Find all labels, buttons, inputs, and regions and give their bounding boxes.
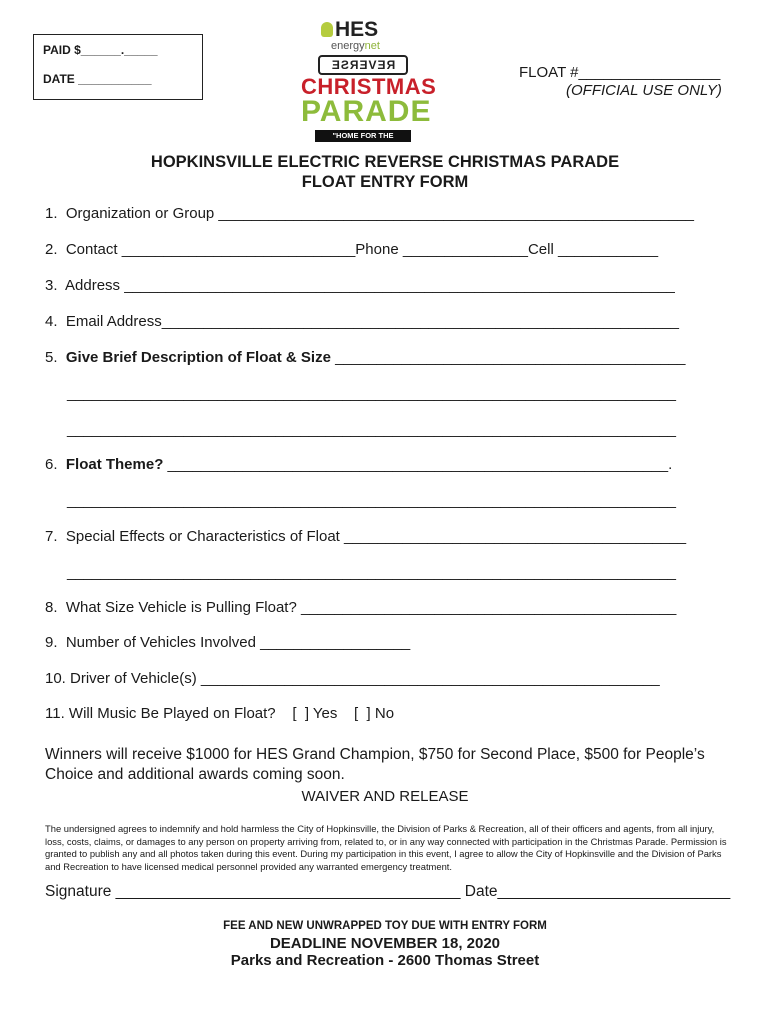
winners-note-line-2: Choice and additional awards coming soon.	[45, 766, 345, 783]
hes-reverse-christmas-parade-logo	[295, 14, 437, 152]
q5-label: Give Brief Description of Float & Size	[65, 349, 331, 366]
logo-brand: HES	[335, 18, 379, 41]
fee-note: FEE AND NEW UNWRAPPED TOY DUE WITH ENTRY FORM	[223, 920, 547, 932]
contact-phone-cell-field[interactable]: 2. Contact ____________________________Phone _______________Cell ____________	[45, 241, 659, 258]
q5-line: __________________________________________	[330, 349, 686, 366]
date-field[interactable]: DATE ___________	[43, 72, 152, 86]
logo-reverse: REVERSE	[318, 55, 408, 75]
logo-energynet	[331, 40, 380, 52]
float-description-line-2[interactable]: _________________________________________________________________________	[67, 385, 676, 402]
float-number-field[interactable]: FLOAT #_________________	[519, 64, 721, 81]
organization-field[interactable]: 1. Organization or Group _________________________________________________________	[45, 205, 694, 222]
vehicle-size-field[interactable]: 8. What Size Vehicle is Pulling Float? _____________________________________________	[45, 599, 677, 616]
paid-field[interactable]: PAID $______._____	[43, 43, 158, 57]
waiver-text: The undersigned agrees to indemnify and hold harmless the City of Hopkinsville, the Division of Parks & Recreation, all of their officers and agents, from all injury, loss, costs, claims, or damages to any person on property arriving from, related to, or in any way connected with participation in the Christmas Parade. Permission is granted to publish any and all photos taken during this event. During my participation in this event, I agree to allow the City of Hopkinsville and the Division of Parks and Recreation to have licensed medical personnel provided any warranted emergency treatment.	[45, 823, 727, 872]
float-theme-field[interactable]	[45, 456, 672, 473]
q6-line: ____________________________________________________________.	[163, 456, 673, 473]
driver-field[interactable]: 10. Driver of Vehicle(s) _______________________________________________________	[45, 670, 660, 687]
logo-energy-text: energy	[331, 40, 365, 52]
float-description-line-3[interactable]: _________________________________________________________________________	[67, 421, 676, 438]
vehicle-count-field[interactable]: 9. Number of Vehicles Involved __________________	[45, 634, 411, 651]
logo-tagline: "HOME FOR THE HOLIDAYS"	[315, 130, 411, 142]
q6-number: 6.	[45, 456, 66, 473]
deadline: DEADLINE NOVEMBER 18, 2020	[269, 935, 501, 952]
official-payment-box	[33, 34, 203, 100]
q6-label: Float Theme?	[65, 456, 164, 473]
email-field[interactable]: 4. Email Address______________________________________________________________	[45, 313, 679, 330]
logo-parade: PARADE	[301, 95, 432, 128]
form-subtitle: FLOAT ENTRY FORM	[301, 173, 469, 191]
q5-number: 5.	[45, 349, 66, 366]
special-effects-field[interactable]: 7. Special Effects or Characteristics of Float _________________________________________	[45, 528, 687, 545]
official-use-note: (OFFICIAL USE ONLY)	[566, 82, 722, 99]
logo-net-text: net	[364, 40, 380, 52]
special-effects-line-2[interactable]: _________________________________________________________________________	[67, 564, 676, 581]
lightbulb-icon	[321, 22, 333, 37]
waiver-title: WAIVER AND RELEASE	[301, 788, 469, 805]
signature-date-field[interactable]: Signature ________________________________________ Date___________________________	[45, 883, 731, 900]
float-theme-line-2[interactable]: _________________________________________________________________________	[67, 492, 676, 509]
location: Parks and Recreation - 2600 Thomas Street	[230, 952, 540, 969]
form-title: HOPKINSVILLE ELECTRIC REVERSE CHRISTMAS PARADE	[150, 153, 620, 171]
music-question[interactable]: 11. Will Music Be Played on Float? [ ] Yes [ ] No	[45, 705, 395, 722]
float-description-field[interactable]	[45, 349, 685, 366]
logo-christmas: CHRISTMAS	[301, 74, 437, 99]
winners-note-line-1: Winners will receive $1000 for HES Grand Champion, $750 for Second Place, $500 for People’s	[45, 746, 705, 763]
address-field[interactable]: 3. Address __________________________________________________________________	[45, 277, 675, 294]
